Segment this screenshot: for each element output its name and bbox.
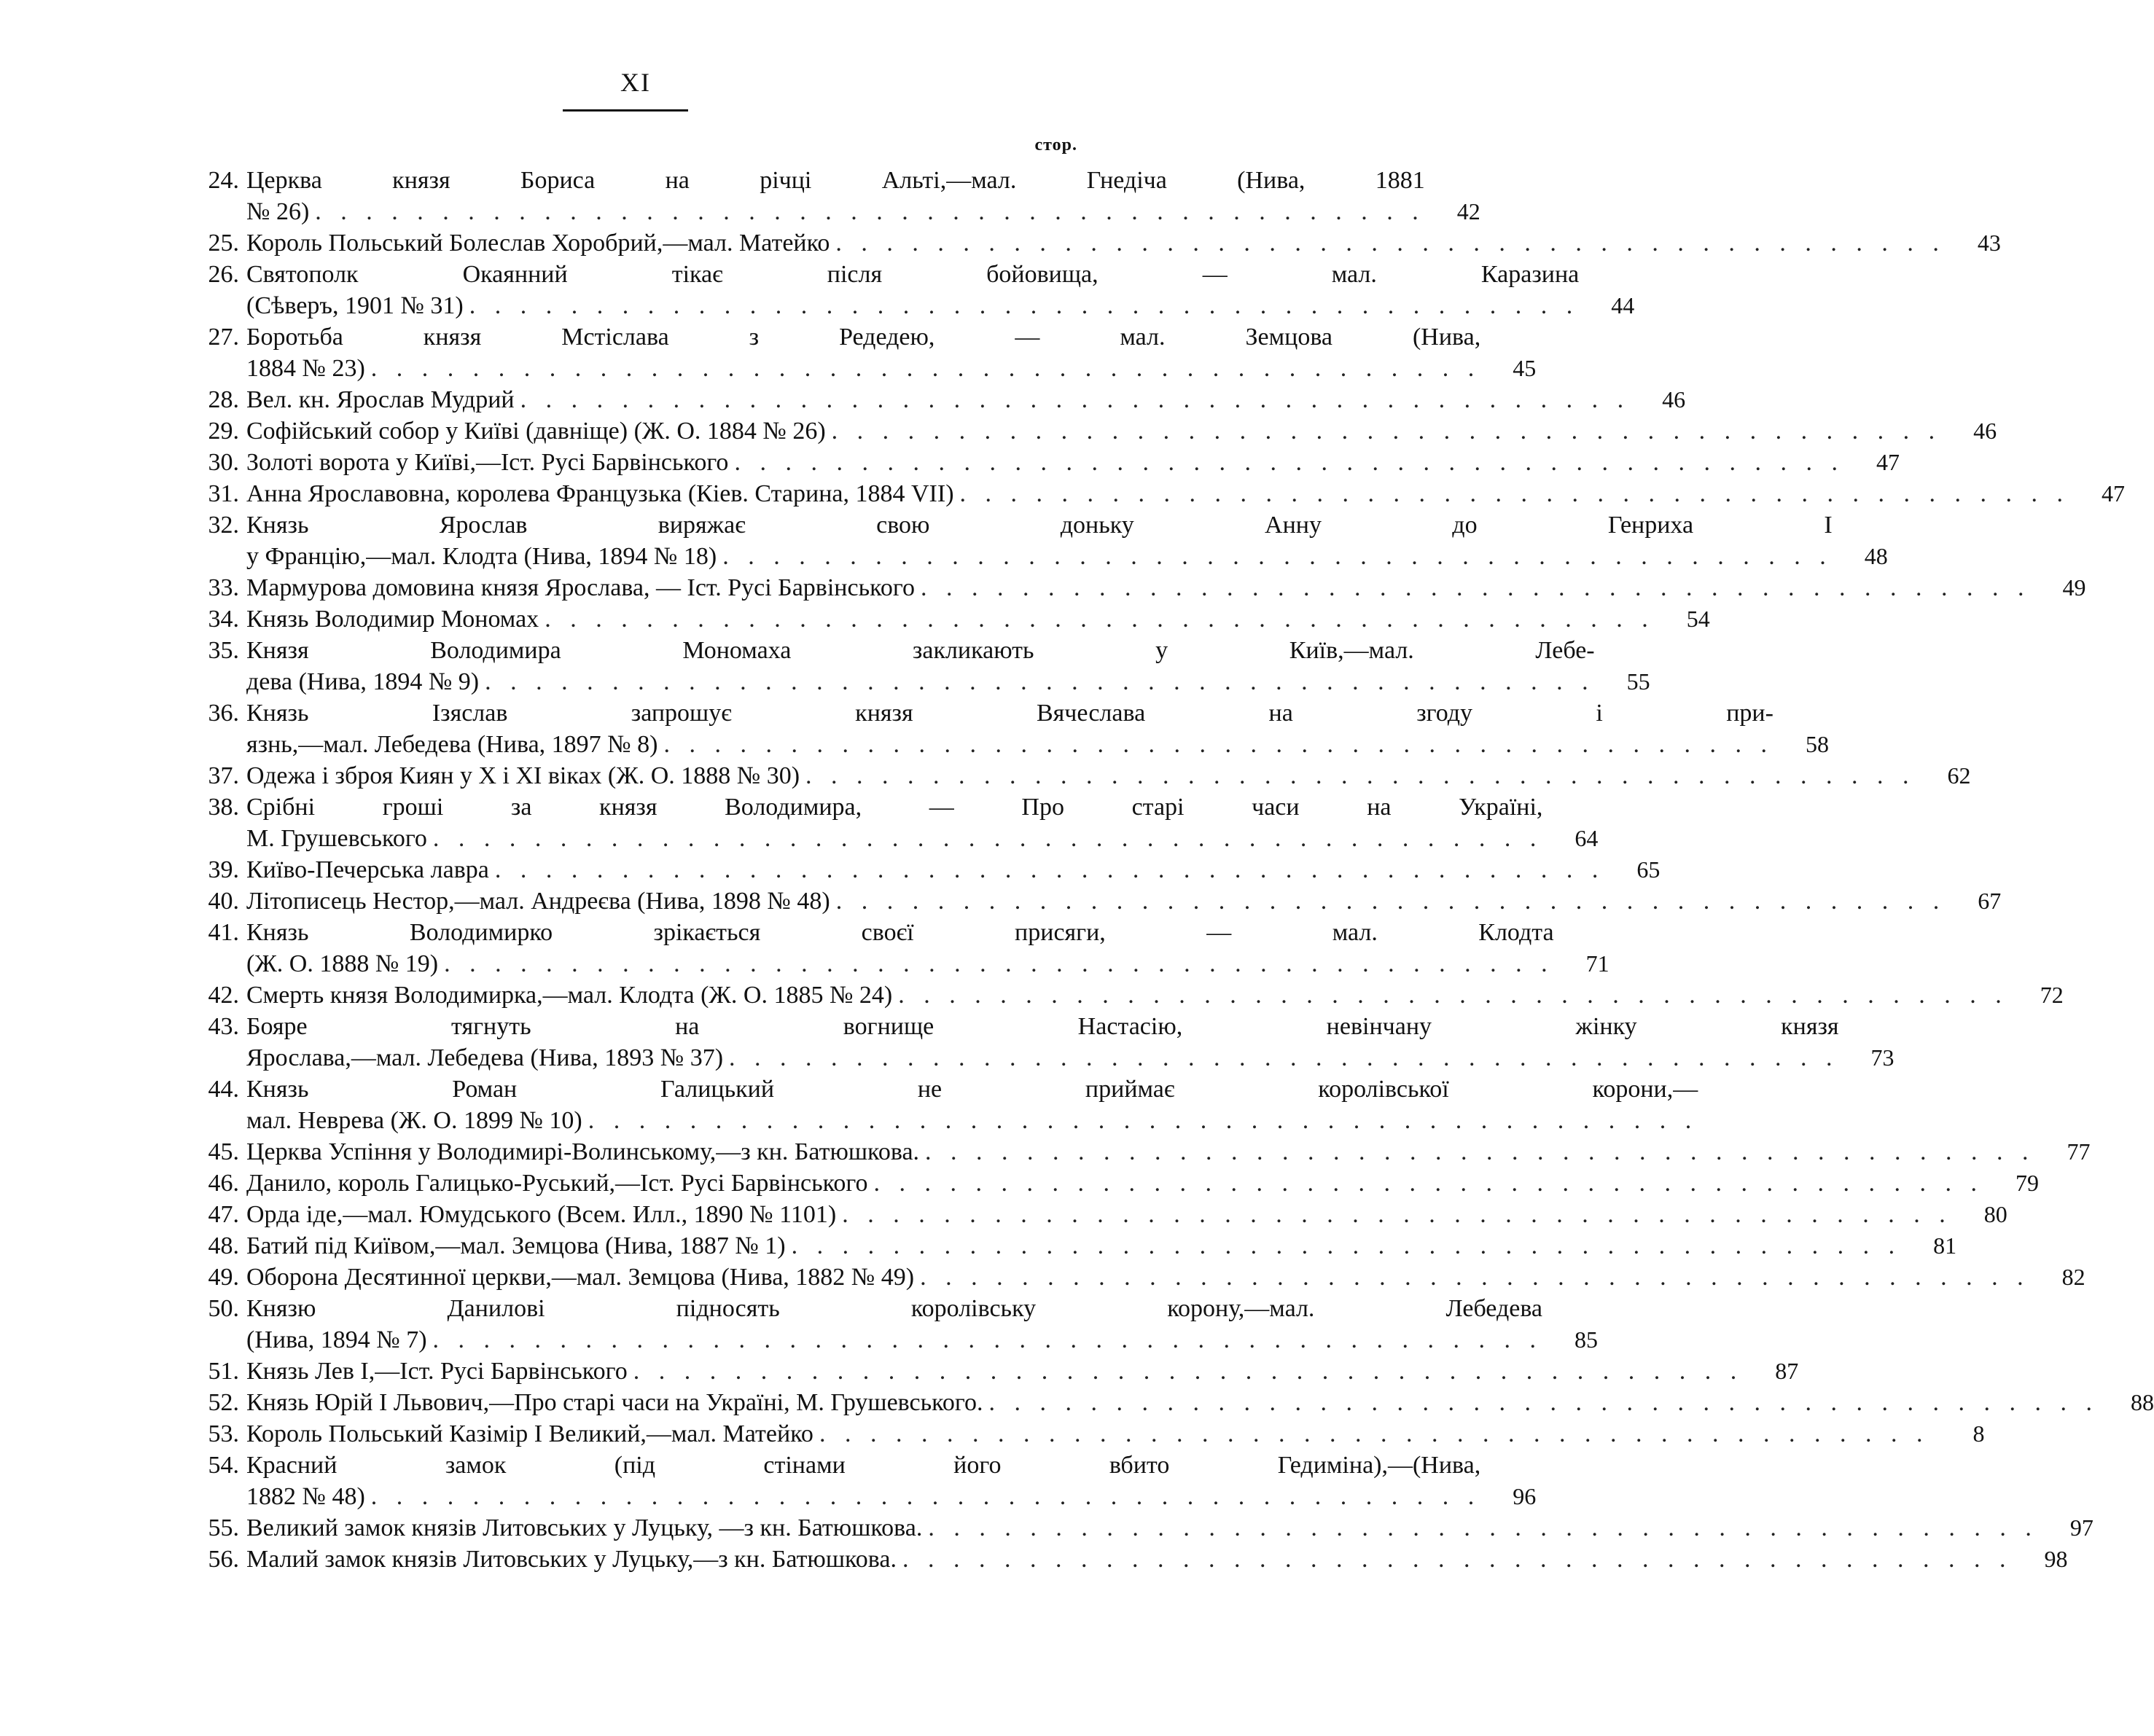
entry-line: Ярослава,—мал. Лебедева (Нива, 1893 № 37) [246, 1044, 724, 1071]
leader-dots: . . . . . . . . . . . . . . . . . . . . . . . . . . . . . . . . . . . . . . . . . . . . [444, 950, 1554, 977]
leader-dots: . . . . . . . . . . . . . . . . . . . . . . . . . . . . . . . . . . . . . . . . . . . . [633, 1358, 1744, 1385]
leader-dots: . . . . . . . . . . . . . . . . . . . . . . . . . . . . . . . . . . . . . . . . . . . . [315, 198, 1425, 225]
list-item [191, 415, 1997, 447]
entry-number: 37. [208, 762, 239, 789]
entry-line: мал. Неврева (Ж. О. 1899 № 10) [246, 1107, 582, 1134]
entry-text [246, 635, 1595, 697]
leader-dots: . . . . . . . . . . . . . . . . . . . . . . . . . . . . . . . . . . . . . . . . . . . . [920, 574, 2031, 601]
entry-number: 32. [208, 512, 239, 539]
entry-number: 54. [208, 1452, 239, 1479]
leader-dots: . . . . . . . . . . . . . . . . . . . . . . . . . . . . . . . . . . . . . . . . . . . . [831, 418, 1942, 445]
entry-line: Анна Ярославовна, королева Французька (Кіев. Старина, 1884 VII) [246, 480, 954, 507]
page-numeral: XI [620, 68, 651, 97]
entry-text [246, 885, 1946, 917]
list-item [191, 478, 2126, 509]
leader-dots: . . . . . . . . . . . . . . . . . . . . . . . . . . . . . . . . . . . . . . . . . . . . [545, 606, 1655, 633]
entry-number: 49. [208, 1264, 239, 1291]
list-item [191, 917, 1609, 980]
entry-number: 27. [208, 324, 239, 351]
entry-text [246, 1450, 1480, 1512]
leader-dots: . . . . . . . . . . . . . . . . . . . . . . . . . . . . . . . . . . . . . . . . . . . . [432, 1326, 1543, 1353]
entry-line: М. Грушевського [246, 825, 427, 852]
entry-number: 34. [208, 606, 239, 633]
entry-line: Мармурова домовина князя Ярослава, — Іст. Русі Барвінського [246, 574, 915, 601]
entry-number: 45. [208, 1138, 239, 1165]
entry-text [246, 980, 2008, 1011]
entry-line: Київо-Печерська лавра [246, 856, 489, 883]
entry-line: Князь Володимирко зрікається своєї присяги, — мал. Клодта [246, 919, 1554, 946]
entry-line: Вел. кн. Ярослав Мудрий [246, 386, 515, 413]
leader-dots: . . . . . . . . . . . . . . . . . . . . . . . . . . . . . . . . . . . . . . . . . . . . [791, 1232, 1902, 1259]
leader-dots: . . . . . . . . . . . . . . . . . . . . . . . . . . . . . . . . . . . . . . . . . . . . [734, 449, 1844, 476]
leader-dots: . . . . . . . . . . . . . . . . . . . . . . . . . . . . . . . . . . . . . . . . . . . . [663, 731, 1773, 758]
list-item [191, 1387, 2154, 1418]
page-number: 96 [1513, 1483, 1537, 1509]
leader-dots: . . . . . . . . . . . . . . . . . . . . . . . . . . . . . . . . . . . . . . . . . . . . [494, 856, 1605, 883]
list-item [191, 572, 2086, 603]
entry-text [246, 1512, 2038, 1544]
entry-number: 53. [208, 1420, 239, 1447]
leader-dots: . . . . . . . . . . . . . . . . . . . . . . . . . . . . . . . . . . . . . . . . . . . . [469, 292, 1580, 319]
leader-dots: . . . . . . . . . . . . . . . . . . . . . . . . . . . . . . . . . . . . . . . . . . . . [842, 1201, 1952, 1228]
entry-text [246, 1387, 2099, 1418]
entry-line: Золоті ворота у Київі,—Іст. Русі Барвінського [246, 449, 729, 476]
entry-text [246, 478, 2069, 509]
entry-line: Князь Володимир Мономах [246, 606, 539, 633]
page-number: 82 [2061, 1264, 2085, 1290]
entry-text [246, 415, 1941, 447]
header-rule [563, 109, 688, 112]
page-number: 98 [2044, 1546, 2068, 1572]
entry-text [246, 384, 1630, 415]
page-number: 85 [1574, 1326, 1599, 1353]
leader-dots: . . . . . . . . . . . . . . . . . . . . . . . . . . . . . . . . . . . . . . . . . . . . [722, 543, 1833, 570]
illustration-list [191, 165, 2154, 1575]
entry-text [246, 1011, 1839, 1074]
page-number: 54 [1686, 606, 1710, 632]
entry-line: Орда іде,—мал. Юмудського (Всем. Илл., 1890 № 1101) [246, 1201, 837, 1228]
list-item [191, 885, 2002, 917]
entry-line: у Францію,—мал. Клодта (Нива, 1894 № 18) [246, 543, 717, 570]
entry-line: Князь Лев І,—Іст. Русі Барвінського [246, 1358, 628, 1385]
entry-text [246, 1230, 1901, 1262]
leader-dots: . . . . . . . . . . . . . . . . . . . . . . . . . . . . . . . . . . . . . . . . . . . . [835, 230, 1946, 257]
leader-dots: . . . . . . . . . . . . . . . . . . . . . . . . . . . . . . . . . . . . . . . . . . . . [729, 1044, 1839, 1071]
entry-number: 44. [208, 1076, 239, 1103]
list-item [191, 791, 1599, 854]
page-number: 8 [1972, 1420, 1985, 1447]
page-number: 80 [1983, 1201, 2007, 1227]
page-number: 46 [1973, 418, 1997, 444]
entry-line: Князь Юрій І Львович,—Про старі часи на Україні, М. Грушевського. [246, 1389, 983, 1416]
entry-text [246, 165, 1425, 227]
entry-number: 33. [208, 574, 239, 601]
entry-number: 41. [208, 919, 239, 946]
list-item [191, 1011, 1894, 1074]
list-item [191, 854, 1661, 885]
leader-dots: . . . . . . . . . . . . . . . . . . . . . . . . . . . . . . . . . . . . . . . . . . . . [835, 888, 1946, 915]
page-number: 49 [2062, 574, 2086, 601]
entry-text [246, 697, 1773, 760]
list-item [191, 1356, 1799, 1387]
list-item [191, 1199, 2007, 1230]
entry-text [246, 1168, 1983, 1199]
leader-dots: . . . . . . . . . . . . . . . . . . . . . . . . . . . . . . . . . . . . . . . . . . . . [485, 668, 1595, 695]
list-item [191, 321, 1537, 384]
leader-dots: . . . . . . . . . . . . . . . . . . . . . . . . . . . . . . . . . . . . . . . . . . . . [370, 355, 1481, 382]
leader-dots: . . . . . . . . . . . . . . . . . . . . . . . . . . . . . . . . . . . . . . . . . . . . [988, 1389, 2099, 1416]
page-number: 71 [1585, 950, 1609, 977]
page-number: 72 [2040, 982, 2064, 1008]
entry-line: Данило, король Галицько-Руський,—Іст. Русі Барвінського [246, 1170, 868, 1197]
page-number: 64 [1574, 825, 1599, 851]
entry-text [246, 1356, 1743, 1387]
list-item [191, 1544, 2068, 1575]
leader-dots: . . . . . . . . . . . . . . . . . . . . . . . . . . . . . . . . . . . . . . . . . . . . [902, 1546, 2013, 1573]
page-number: 58 [1805, 731, 1829, 757]
leader-dots: . . . . . . . . . . . . . . . . . . . . . . . . . . . . . . . . . . . . . . . . . . . . [805, 762, 1916, 789]
list-item [191, 1074, 1698, 1136]
list-item [191, 447, 1900, 478]
page-column-label: стор. [1034, 136, 1077, 155]
page-number: 87 [1775, 1358, 1799, 1384]
entry-number: 24. [208, 167, 239, 194]
entry-text [246, 227, 1946, 259]
entry-number: 43. [208, 1013, 239, 1040]
leader-dots: . . . . . . . . . . . . . . . . . . . . . . . . . . . . . . . . . . . . . . . . . . . . [588, 1107, 1698, 1134]
entry-line: Церква Успіння у Володимирі-Волинському,—з кн. Батюшкова. [246, 1138, 920, 1165]
list-item [191, 697, 1829, 760]
page-number: 45 [1513, 355, 1537, 381]
entry-text [246, 1136, 2035, 1168]
entry-text [246, 321, 1480, 384]
list-item [191, 1262, 2085, 1293]
entry-text [246, 760, 1916, 791]
leader-dots: . . . . . . . . . . . . . . . . . . . . . . . . . . . . . . . . . . . . . . . . . . . . [873, 1170, 1984, 1197]
page-number: 55 [1626, 668, 1650, 695]
entry-line: Князю Данилові підносять королівську корону,—мал. Лебедева [246, 1295, 1543, 1322]
leader-dots: . . . . . . . . . . . . . . . . . . . . . . . . . . . . . . . . . . . . . . . . . . . . [819, 1420, 1929, 1447]
entry-number: 48. [208, 1232, 239, 1259]
list-item [191, 1136, 2091, 1168]
list-item [191, 509, 1888, 572]
entry-number: 40. [208, 888, 239, 915]
entry-line: Король Польський Казімір І Великий,—мал. Матейко [246, 1420, 813, 1447]
page-header [0, 67, 1271, 103]
list-item [191, 760, 1971, 791]
page-number: 81 [1933, 1232, 1957, 1259]
list-item [191, 1293, 1599, 1356]
page-number: 73 [1870, 1044, 1894, 1071]
page-number: 88 [2131, 1389, 2154, 1415]
entry-number: 50. [208, 1295, 239, 1322]
entry-text [246, 1074, 1698, 1136]
leader-dots: . . . . . . . . . . . . . . . . . . . . . . . . . . . . . . . . . . . . . . . . . . . . [928, 1514, 2038, 1541]
entry-line: Малий замок князів Литовських у Луцьку,—з кн. Батюшкова. [246, 1546, 897, 1573]
entry-text [246, 1544, 2013, 1575]
entry-text [246, 447, 1844, 478]
list-item [191, 635, 1650, 697]
list-item [191, 384, 1686, 415]
entry-text [246, 917, 1554, 980]
list-item [191, 1168, 2040, 1199]
entry-number: 47. [208, 1201, 239, 1228]
page-number: 65 [1636, 856, 1661, 883]
leader-dots: . . . . . . . . . . . . . . . . . . . . . . . . . . . . . . . . . . . . . . . . . . . . [925, 1138, 2035, 1165]
entry-number: 52. [208, 1389, 239, 1416]
page-number: 48 [1864, 543, 1888, 569]
entry-line: Князя Володимира Мономаха закликають у Київ,—мал. Лебе- [246, 637, 1595, 664]
entry-line: Бояре тягнуть на вогнище Настасію, невінчану жінку князя [246, 1013, 1839, 1040]
leader-dots: . . . . . . . . . . . . . . . . . . . . . . . . . . . . . . . . . . . . . . . . . . . . [370, 1483, 1481, 1510]
entry-text [246, 791, 1542, 854]
list-item [191, 980, 2064, 1011]
leader-dots: . . . . . . . . . . . . . . . . . . . . . . . . . . . . . . . . . . . . . . . . . . . . [432, 825, 1543, 852]
entry-number: 38. [208, 794, 239, 821]
entry-line: (Нива, 1894 № 7) [246, 1326, 427, 1353]
list-item [191, 259, 1635, 321]
entry-number: 39. [208, 856, 239, 883]
entry-line: Церква князя Бориса на річці Альті,—мал. Гнедіча (Нива, 1881 [246, 167, 1425, 194]
entry-line: (Ж. О. 1888 № 19) [246, 950, 439, 977]
entry-number: 31. [208, 480, 239, 507]
entry-number: 26. [208, 261, 239, 288]
entry-line: Красний замок (під стінами його вбито Гедиміна),—(Нива, [246, 1452, 1481, 1479]
page-number: 97 [2069, 1514, 2093, 1541]
page-number: 47 [2102, 480, 2126, 507]
entry-line: Срібні гроші за князя Володимира, — Про старі часи на Україні, [246, 794, 1543, 821]
entry-number: 35. [208, 637, 239, 664]
entry-text [246, 259, 1579, 321]
leader-dots: . . . . . . . . . . . . . . . . . . . . . . . . . . . . . . . . . . . . . . . . . . . . [520, 386, 1631, 413]
entry-number: 28. [208, 386, 239, 413]
entry-number: 46. [208, 1170, 239, 1197]
leader-dots: . . . . . . . . . . . . . . . . . . . . . . . . . . . . . . . . . . . . . . . . . . . . [898, 982, 2008, 1009]
entry-text [246, 1418, 1929, 1450]
entry-line: язнь,—мал. Лебедева (Нива, 1897 № 8) [246, 731, 658, 758]
entry-line: Князь Роман Галицький не приймає королівської корони,— [246, 1076, 1698, 1103]
entry-line: 1884 № 23) [246, 355, 365, 382]
page-number: 42 [1456, 198, 1480, 224]
page-number: 46 [1662, 386, 1686, 413]
page-number: 62 [1947, 762, 1971, 789]
entry-number: 42. [208, 982, 239, 1009]
entry-text [246, 603, 1655, 635]
list-item [191, 1450, 1537, 1512]
list-item [191, 1512, 2093, 1544]
entry-line: № 26) [246, 198, 310, 225]
entry-number: 30. [208, 449, 239, 476]
entry-line: Одежа і зброя Киян у X і XI віках (Ж. О. 1888 № 30) [246, 762, 800, 789]
entry-number: 29. [208, 418, 239, 445]
entry-line: Король Польський Болеслав Хоробрий,—мал. Матейко [246, 230, 830, 257]
entry-line: Святополк Окаянний тікає після бойовища, — мал. Каразина [246, 261, 1580, 288]
list-item [191, 1230, 1957, 1262]
entry-number: 51. [208, 1358, 239, 1385]
page-number: 79 [2016, 1170, 2040, 1196]
entry-line: (Сѣверъ, 1901 № 31) [246, 292, 464, 319]
list-item [191, 227, 2001, 259]
entry-line: Смерть князя Володимирка,—мал. Клодта (Ж. О. 1885 № 24) [246, 982, 893, 1009]
entry-line: Князь Ізяслав запрошує князя Вячеслава на згоду і при- [246, 700, 1773, 727]
entry-line: Літописець Нестор,—мал. Андреєва (Нива, 1898 № 48) [246, 888, 830, 915]
leader-dots: . . . . . . . . . . . . . . . . . . . . . . . . . . . . . . . . . . . . . . . . . . . . [920, 1264, 2030, 1291]
entry-line: Великий замок князів Литовських у Луцьку, —з кн. Батюшкова. [246, 1514, 923, 1541]
entry-text [246, 1199, 1952, 1230]
entry-text [246, 509, 1833, 572]
list-item [191, 165, 1480, 227]
entry-number: 36. [208, 700, 239, 727]
entry-line: Боротьба князя Мстіслава з Редедею, — мал. Земцова (Нива, [246, 324, 1481, 351]
entry-number: 25. [208, 230, 239, 257]
page-number: 43 [1977, 230, 2001, 256]
page-number: 44 [1611, 292, 1635, 318]
entry-text [246, 854, 1604, 885]
entry-line: Оборона Десятинної церкви,—мал. Земцова (Нива, 1882 № 49) [246, 1264, 915, 1291]
entry-line: Софійський собор у Київі (давніще) (Ж. О. 1884 № 26) [246, 418, 826, 445]
leader-dots: . . . . . . . . . . . . . . . . . . . . . . . . . . . . . . . . . . . . . . . . . . . . [959, 480, 2070, 507]
list-item [191, 603, 1710, 635]
entry-text [246, 572, 2030, 603]
page-number: 67 [1978, 888, 2002, 914]
entry-line: 1882 № 48) [246, 1483, 365, 1510]
entry-line: дева (Нива, 1894 № 9) [246, 668, 480, 695]
entry-number: 55. [208, 1514, 239, 1541]
page-number: 77 [2067, 1138, 2091, 1165]
entry-line: Князь Ярослав виряжає свою доньку Анну до Генриха І [246, 512, 1833, 539]
entry-text [246, 1293, 1542, 1356]
entry-line: Батий під Київом,—мал. Земцова (Нива, 1887 № 1) [246, 1232, 786, 1259]
entry-number: 56. [208, 1546, 239, 1573]
list-item [191, 1418, 1985, 1450]
page-number: 47 [1876, 449, 1900, 475]
entry-text [246, 1262, 2030, 1293]
